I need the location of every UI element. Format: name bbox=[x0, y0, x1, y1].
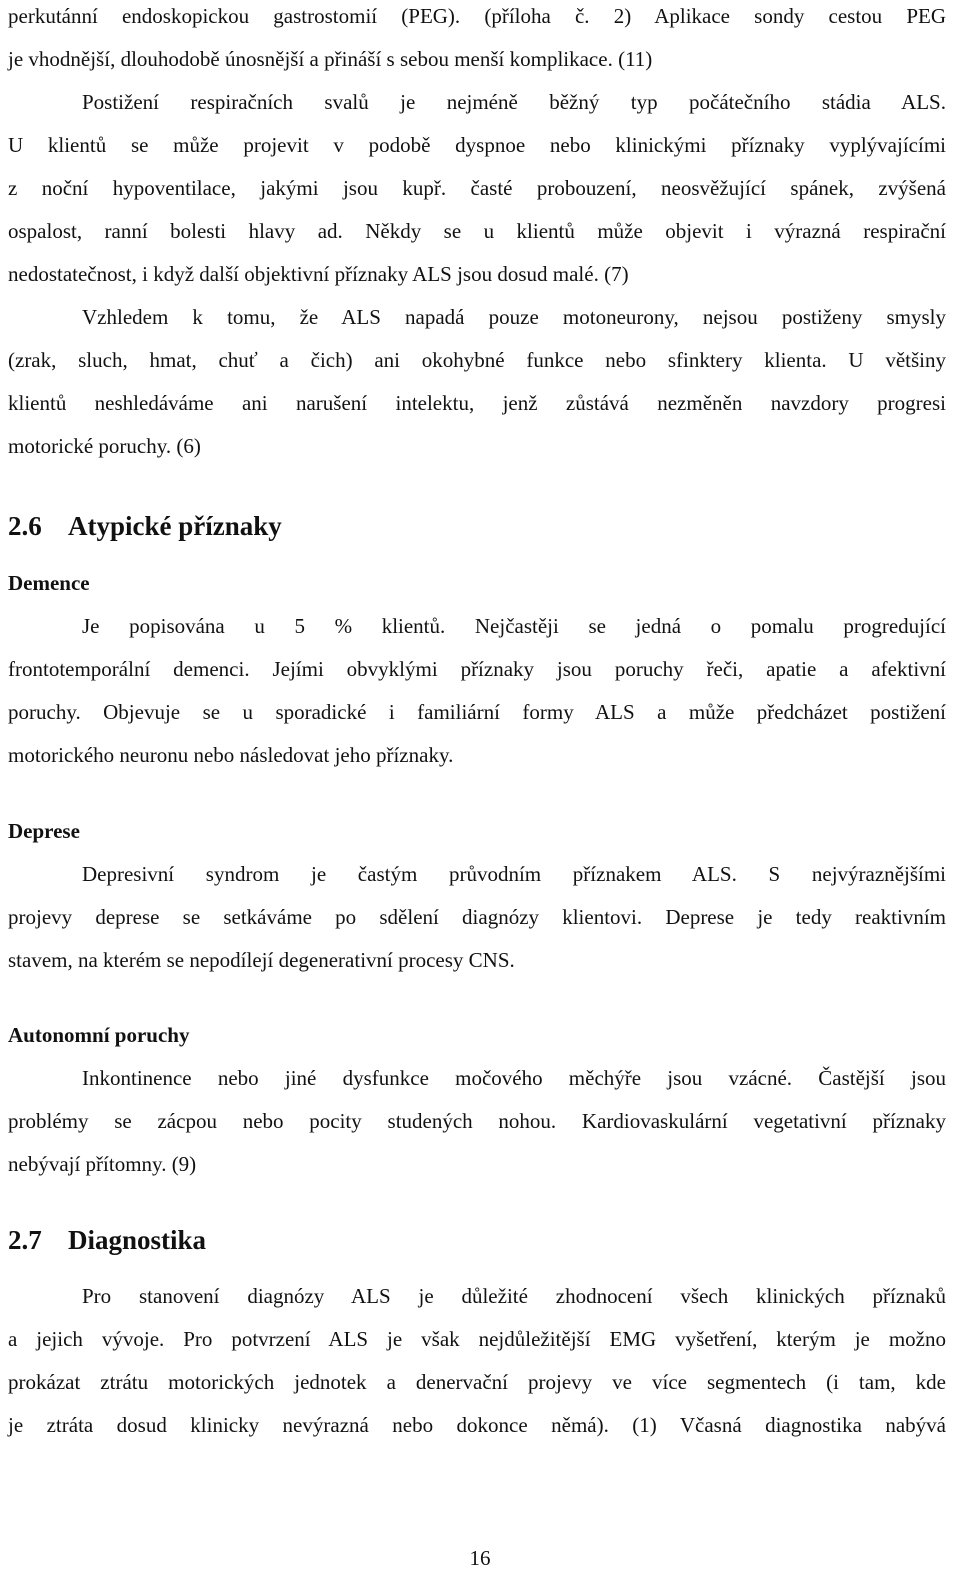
text-line: perkutánní endoskopickou gastrostomií (PEG). (příloha č. 2) Aplikace sondy cestou PEG bbox=[8, 4, 946, 28]
text-line: Pro stanovení diagnózy ALS je důležité zhodnocení všech klinických příznaků bbox=[82, 1284, 946, 1308]
subheading-demence: Demence bbox=[8, 571, 90, 595]
text-line: Inkontinence nebo jiné dysfunkce močového měchýře jsou vzácné. Častější jsou bbox=[82, 1066, 946, 1090]
text-line: ospalost, ranní bolesti hlavy ad. Někdy se u klientů může objevit i výrazná respirační bbox=[8, 219, 946, 243]
text-line: a jejich vývoje. Pro potvrzení ALS je však nejdůležitější EMG vyšetření, kterým je možno bbox=[8, 1327, 946, 1351]
text-line: je ztráta dosud klinicky nevýrazná nebo dokonce němá). (1) Včasná diagnostika nabývá bbox=[8, 1413, 946, 1437]
text-line: z noční hypoventilace, jakými jsou kupř. časté probouzení, neosvěžující spánek, zvýšená bbox=[8, 176, 946, 200]
text-line: stavem, na kterém se nepodílejí degenerativní procesy CNS. bbox=[8, 948, 515, 972]
text-line: Je popisována u 5 % klientů. Nejčastěji se jedná o pomalu progredující bbox=[82, 614, 946, 638]
text-line: poruchy. Objevuje se u sporadické i familiární formy ALS a může předcházet postižení bbox=[8, 700, 946, 724]
text-line: klientů neshledáváme ani narušení intelektu, jenž zůstává nezměněn navzdory progresi bbox=[8, 391, 946, 415]
text-line: prokázat ztrátu motorických jednotek a denervační projevy ve více segmentech (i tam, kde bbox=[8, 1370, 946, 1394]
text-line: problémy se zácpou nebo pocity studených nohou. Kardiovaskulární vegetativní příznaky bbox=[8, 1109, 946, 1133]
text-line: motorické poruchy. (6) bbox=[8, 434, 201, 458]
section-number: 2.7 bbox=[8, 1225, 42, 1255]
text-line: je vhodnější, dlouhodobě únosnější a přináší s sebou menší komplikace. (11) bbox=[8, 47, 653, 71]
subheading-autonomni-poruchy: Autonomní poruchy bbox=[8, 1023, 190, 1047]
section-heading-2-7 bbox=[8, 1224, 206, 1256]
section-heading-2-6 bbox=[8, 510, 282, 542]
section-title: Diagnostika bbox=[68, 1225, 207, 1255]
text-line: U klientů se může projevit v podobě dyspnoe nebo klinickými příznaky vyplývajícími bbox=[8, 133, 946, 157]
subheading-deprese: Deprese bbox=[8, 819, 80, 843]
text-line: Depresivní syndrom je častým průvodním příznakem ALS. S nejvýraznějšími bbox=[82, 862, 946, 886]
section-number: 2.6 bbox=[8, 511, 42, 541]
text-line: nedostatečnost, i když další objektivní příznaky ALS jsou dosud malé. (7) bbox=[8, 262, 629, 286]
text-line: Postižení respiračních svalů je nejméně běžný typ počátečního stádia ALS. bbox=[82, 90, 946, 114]
text-line: (zrak, sluch, hmat, chuť a čich) ani okohybné funkce nebo sfinktery klienta. U většiny bbox=[8, 348, 946, 372]
text-line: projevy deprese se setkáváme po sdělení diagnózy klientovi. Deprese je tedy reaktivním bbox=[8, 905, 946, 929]
text-line: nebývají přítomny. (9) bbox=[8, 1152, 197, 1176]
section-title: Atypické příznaky bbox=[68, 511, 282, 541]
text-line: motorického neuronu nebo následovat jeho příznaky. bbox=[8, 743, 454, 767]
page-number: 16 bbox=[469, 1546, 491, 1570]
text-line: frontotemporální demenci. Jejími obvyklými příznaky jsou poruchy řeči, apatie a afektivní bbox=[8, 657, 946, 681]
text-line: Vzhledem k tomu, že ALS napadá pouze motoneurony, nejsou postiženy smysly bbox=[82, 305, 946, 329]
